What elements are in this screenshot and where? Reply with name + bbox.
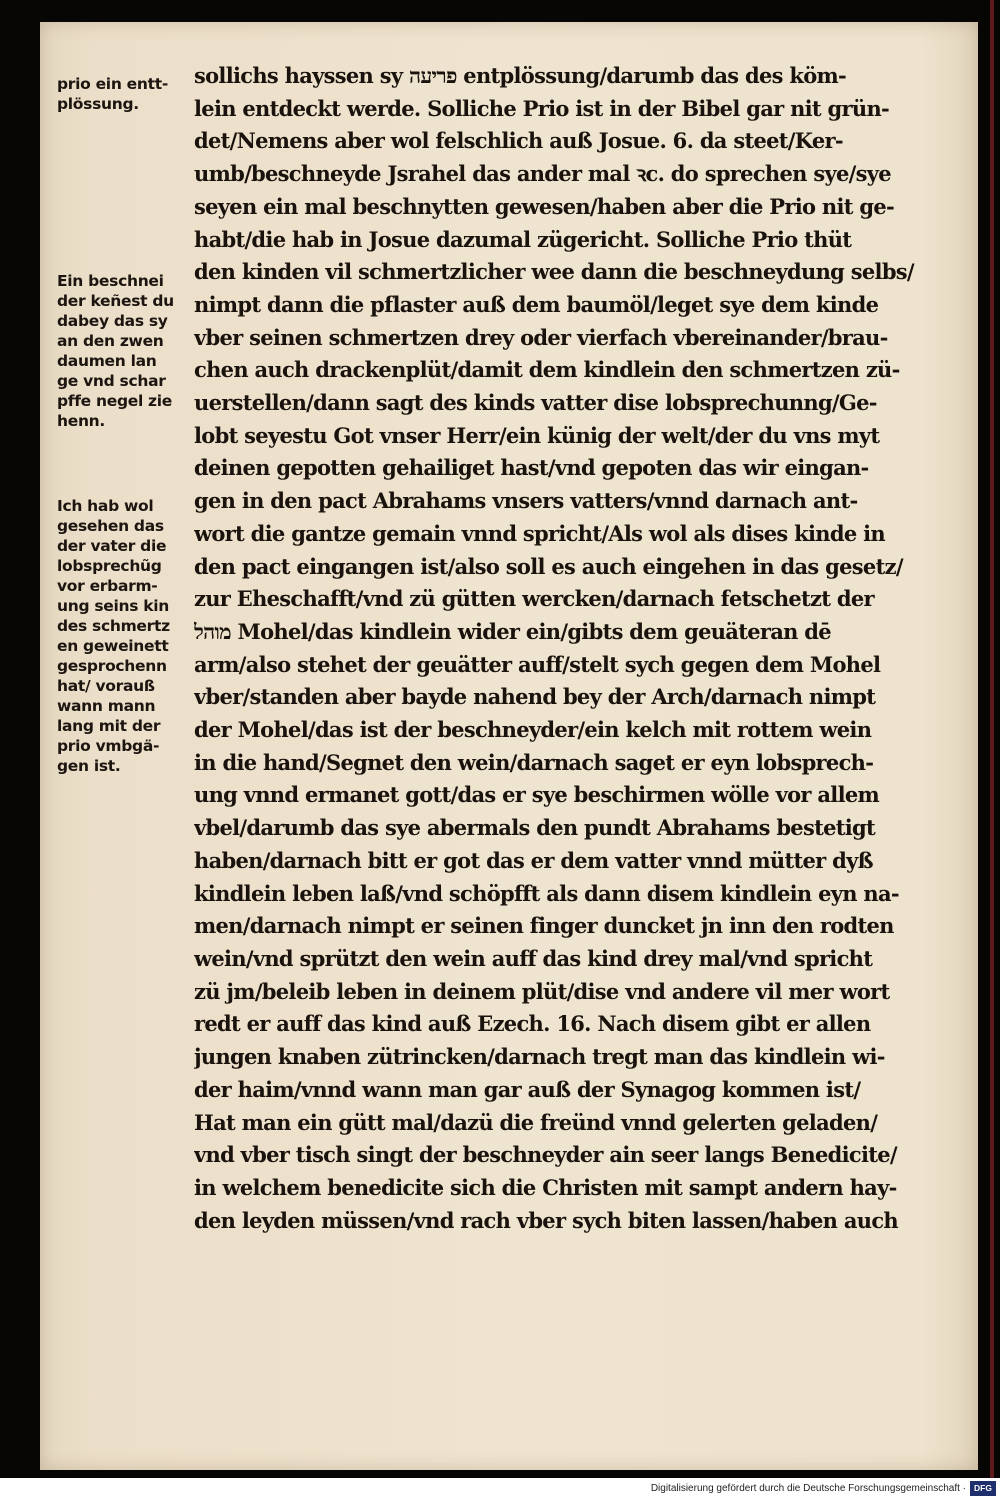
text-line: wein/vnd sprützt den wein auff das kind drey mal/vnd spricht — [194, 945, 873, 971]
marginal-line: wann mann — [57, 697, 156, 715]
text-line: uerstellen/dann sagt des kinds vatter dise lobsprechunng/Ge- — [194, 390, 877, 416]
text-line: lobt seyestu Got vnser Herr/ein künig der welt/der du vns myt — [194, 422, 880, 448]
text-line: ung vnnd ermanet gott/das er sye beschirmen wölle vor allem — [194, 782, 880, 808]
text-line: zur Eheschafft/vnd zü gütten wercken/darnach fetschetzt der — [194, 586, 874, 612]
marginal-line: des schmertz — [57, 617, 170, 635]
marginal-line: Ein beschnei — [57, 272, 164, 290]
marginal-line: gesprochenn — [57, 657, 167, 675]
marginal-line: prio ein entt- — [57, 75, 168, 93]
text-line: vnd vber tisch singt der beschneyder ain seer langs Benedicite/ — [194, 1142, 897, 1168]
marginal-note-2 — [57, 271, 191, 431]
text-line: den kinden vil schmertzlicher wee dann die beschneydung selbs/ — [194, 259, 914, 285]
marginal-line: pffe negel zie — [57, 392, 173, 410]
text-line: seyen ein mal beschnytten gewesen/haben aber die Prio nit ge- — [194, 193, 895, 219]
marginal-line: lobsprechũg — [57, 557, 162, 575]
footer-credit: Digitalisierung gefördert durch die Deutsche Forschungsgemeinschaft · — [650, 1483, 966, 1494]
text-line: haben/darnach bitt er got das er dem vatter vnnd mütter dyß — [194, 847, 873, 873]
text-line: det/Nemens aber wol felschlich auß Josue. 6. da steet/Ker- — [194, 128, 843, 154]
text-line: der Mohel/das ist der beschneyder/ein kelch mit rottem wein — [194, 717, 872, 743]
text-line: deinen gepotten gehailiget hast/vnd gepoten das wir eingan- — [194, 455, 869, 481]
marginal-note-3 — [57, 496, 191, 776]
marginal-line: der vater die — [57, 537, 167, 555]
dfg-logo: DFG — [970, 1481, 996, 1496]
text-line: umb/beschneyde Jsrahel das ander mal ꝛc. do sprechen sye/sye — [194, 161, 891, 187]
page-edge-strip — [990, 0, 994, 1478]
text-line: vber/standen aber bayde nahend bey der Arch/darnach nimpt — [194, 684, 876, 710]
text-line: lein entdeckt werde. Solliche Prio ist in der Bibel gar nit grün- — [194, 95, 890, 121]
marginal-line: prio vmbgä- — [57, 737, 160, 755]
text-line: wort die gantze gemain vnnd spricht/Als wol als dises kinde in — [194, 520, 885, 546]
text-line: zü jm/beleib leben in deinem plüt/dise vnd andere vil mer wort — [194, 978, 890, 1004]
text-line: der haim/vnnd wann man gar auß der Synagog kommen ist/ — [194, 1076, 861, 1102]
text-line: sollichs hayssen sy פריעה entplössung/darumb das des köm- — [194, 63, 847, 88]
marginal-line: ung seins kin — [57, 597, 170, 615]
text-line: in welchem benedicite sich die Christen mit sampt andern hay- — [194, 1174, 897, 1200]
text-line: redt er auff das kind auß Ezech. 16. Nach disem gibt er allen — [194, 1011, 871, 1037]
main-text-block — [194, 60, 966, 1237]
text-line: vber seinen schmertzen drey oder vierfach vbereinander/brau- — [194, 324, 888, 350]
text-line: מוהל Mohel/das kindlein wider ein/gibts dem geuäteran dē — [194, 618, 831, 644]
marginal-note-1 — [57, 74, 191, 114]
text-line: jungen knaben zütrincken/darnach tregt man das kindlein wi- — [194, 1044, 885, 1070]
marginal-line: Ich hab wol — [57, 497, 154, 515]
marginal-line: henn. — [57, 412, 106, 430]
text-line: nimpt dann die pflaster auß dem baumöl/leget sye dem kinde — [194, 291, 879, 317]
marginal-line: gen ist. — [57, 757, 121, 775]
marginal-line: gesehen das — [57, 517, 164, 535]
text-line: gen in den pact Abrahams vnsers vatters/vnnd darnach ant- — [194, 488, 858, 514]
marginal-line: plössung. — [57, 95, 139, 113]
marginal-line: daumen lan — [57, 352, 157, 370]
text-line: Hat man ein gütt mal/dazü die freünd vnnd gelerten geladen/ — [194, 1109, 878, 1135]
text-line: den leyden müssen/vnd rach vber sych biten lassen/haben auch — [194, 1207, 898, 1233]
text-line: habt/die hab in Josue dazumal zügericht. Solliche Prio thüt — [194, 226, 852, 252]
text-line: chen auch drackenplüt/damit dem kindlein den schmertzen zü- — [194, 357, 900, 383]
footer-bar — [0, 1478, 1000, 1500]
marginal-line: hat/ vorauß — [57, 677, 155, 695]
marginal-line: an den zwen — [57, 332, 164, 350]
text-line: men/darnach nimpt er seinen finger duncket jn inn den rodten — [194, 913, 894, 939]
marginal-line: en geweinett — [57, 637, 169, 655]
text-line: in die hand/Segnet den wein/darnach saget er eyn lobsprech- — [194, 749, 874, 775]
text-line: arm/also stehet der geuätter auff/stelt sych gegen dem Mohel — [194, 651, 881, 677]
marginal-line: dabey das sy — [57, 312, 168, 330]
marginal-line: lang mit der — [57, 717, 161, 735]
text-line: kindlein leben laß/vnd schöpfft als dann disem kindlein eyn na- — [194, 880, 899, 906]
marginal-line: der keñest du — [57, 292, 174, 310]
text-line: den pact eingangen ist/also soll es auch eingehen in das gesetz/ — [194, 553, 903, 579]
marginal-line: ge vnd schar — [57, 372, 166, 390]
marginal-line: vor erbarm- — [57, 577, 158, 595]
text-line: vbel/darumb das sye abermals den pundt Abrahams bestetigt — [194, 815, 876, 841]
